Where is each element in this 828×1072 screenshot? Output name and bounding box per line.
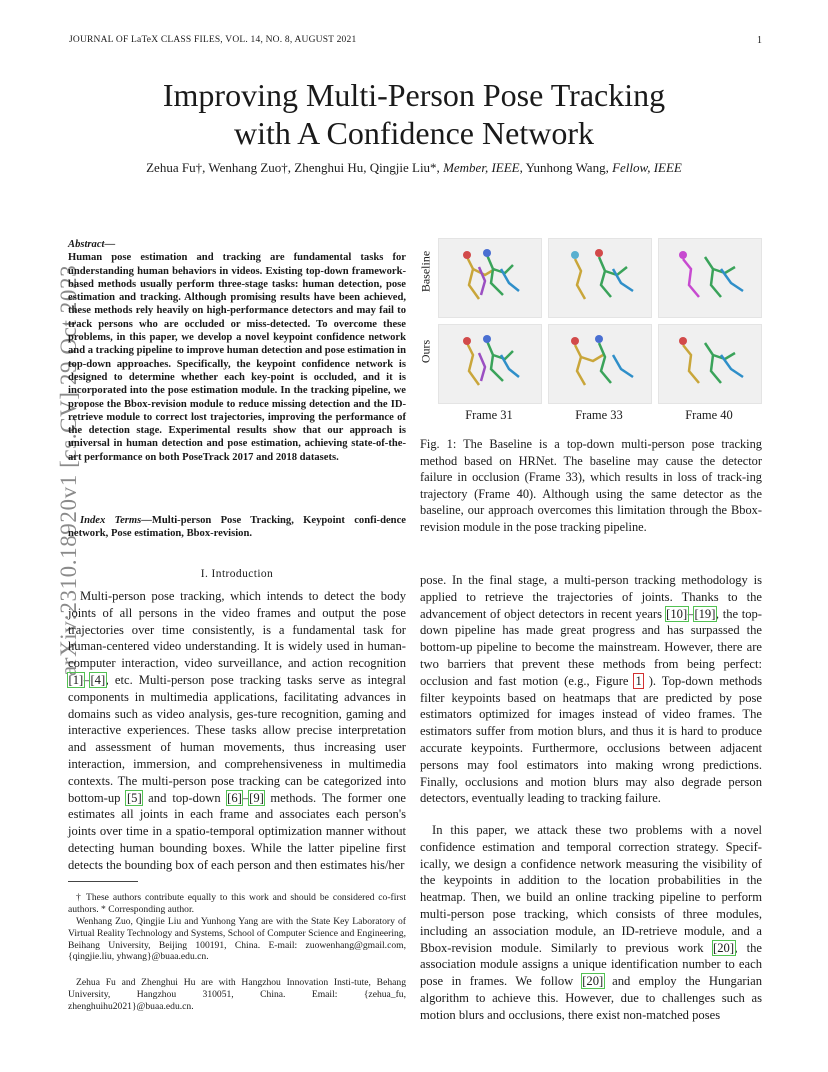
image-ours-frame-31 [438, 324, 542, 404]
running-header: JOURNAL OF LaTeX CLASS FILES, VOL. 14, NO. 8, AUGUST 2021 [69, 35, 357, 45]
text-run: – [83, 672, 90, 687]
pose-figure-icon [439, 239, 541, 317]
image-ours-frame-33 [548, 324, 652, 404]
image-baseline-frame-33 [548, 238, 652, 318]
author-list [0, 160, 828, 176]
pose-figure-icon [659, 325, 761, 403]
abstract [68, 238, 406, 464]
text-run: , the top-down pipeline has made great progress and has surpassed the bottom-up pipeline to become the mainstream. However, there are two barriers that prevent these methods from being perfect: occlusion and fast motion (e.g., Figure [420, 606, 762, 688]
abstract-text: Human pose estimation and tracking are fundamental tasks for understanding human behaviors in videos. Existing top-down framework-based methods usually perform three-stage tasks: human detection, pose estimation and tracking. Although promising results have been achieved, these methods rely heavily on high-performance detectors and may fail to track persons who are occluded or miss-detected. To overcome these problems, in this paper, we develop a novel keypoint confidence network and a tracking pipeline to improve human detection and pose estimation in top-down approaches. Specifically, the keypoint confidence network is designed to determine whether each key-point is occluded, and it is incorporated into the pose estimation module. In the tracking pipeline, we propose the Bbox-revision module to reduce missing detection and the ID-retrieve module to correct lost trajectories, improving the performance of the detection stage. Experimental results show that our approach is universal in human detection and pose estimation, achieving state-of-the-art performance on both PoseTrack 2017 and 2018 datasets. [68, 252, 406, 463]
citation-link[interactable]: [20] [582, 974, 604, 989]
intro-paragraph-left [68, 588, 406, 874]
authors-part-1: Zehua Fu†, Wenhang Zuo†, Zhenghui Hu, Qingjie Liu*, [146, 160, 444, 175]
image-baseline-frame-40 [658, 238, 762, 318]
citation-link[interactable]: [19] [694, 606, 716, 621]
citation-link[interactable]: [10] [666, 606, 688, 621]
frame-label-33: Frame 33 [575, 408, 623, 422]
frame-label-31: Frame 31 [465, 408, 513, 422]
paper-title [0, 76, 828, 152]
text-run: and top-down [142, 790, 227, 805]
arxiv-stamp [24, 264, 81, 676]
abstract-lead: Abstract [68, 239, 105, 250]
title-line-2: with A Confidence Network [234, 115, 594, 151]
citation-link[interactable]: [9] [249, 790, 264, 805]
pose-figure-icon [659, 239, 761, 317]
abstract-dash: — [104, 239, 116, 250]
text-run: In this paper, we attack these two problems with a novel confidence estimation and temporal correction strategy. Specif-ically, we design a confidence network measuring the visibility of the keypoints in addition to the location probabilities in the heatmap. Then, we build an online tracking pipeline to perform multi-person pose tracking, which consists of three modules, including an association module, an ID-retrieve module, and a Bbox-revision module. Similarly to previous work [420, 823, 762, 955]
row-label-baseline: Baseline [418, 250, 433, 293]
pose-figure-icon [549, 325, 651, 403]
text-run: – [687, 606, 694, 621]
text-run: – [242, 790, 249, 805]
pose-figure-icon [439, 325, 541, 403]
intro-paragraph-right-2 [420, 822, 762, 1024]
pose-figure-icon [549, 239, 651, 317]
citation-link[interactable]: [5] [126, 790, 142, 805]
frame-label-40: Frame 40 [685, 408, 733, 422]
citation-link[interactable]: [6] [227, 790, 242, 805]
text-run: , the association module assigns a unique identification number to each pose in frames. We follow [420, 940, 763, 989]
citation-link[interactable]: [4] [90, 672, 106, 687]
footnote-equal-contribution: † These authors contribute equally to this work and should be considered co-first authors. * Corresponding author. [68, 892, 406, 915]
title-line-1: Improving Multi-Person Pose Tracking [162, 77, 666, 113]
page-number: 1 [757, 35, 762, 46]
text-run: methods. The former one estimates all joints in each frame and associates each person's joints over time in a spatio-temporal optimization manner without detecting human bounding boxes. While the latter pipeline first detects the bounding box of each person and then estimates his/her [68, 790, 407, 872]
arxiv-stamp-text: arXiv:2310.18920v1 [cs.CV] 29 Oct 2023 [56, 264, 81, 676]
authors-role-2: Fellow, IEEE [612, 160, 682, 175]
section-heading-introduction: I. Introduction [200, 568, 274, 580]
authors-part-2: , Yunhong Wang, [519, 160, 613, 175]
text-run: and employ the Hungarian algorithm to achieve this. However, due to challenges such as motion blurs and occlusions, there exist non-matched poses [420, 974, 763, 1022]
footnote-affiliation-2: Zehua Fu and Zhenghui Hu are with Hangzhou Innovation Insti-tute, Behang University, Hangzhou 310051, China. Email: {zehua_fu, zhenghuihu2021}@buaa.edu.cn. [68, 977, 406, 1012]
citation-link[interactable]: [20] [713, 940, 735, 955]
image-baseline-frame-31 [438, 238, 542, 318]
row-label-ours: Ours [418, 339, 433, 364]
footnote-affiliation-1: Wenhang Zuo, Qingjie Liu and Yunhong Yang are with the State Key Laboratory of Virtual Reality Technology and Systems, School of Computer Science and Engineering, Beihang University, Beijing 100191, China. E-mail: zuowenhang@gmail.com, {qingjie.liu, yhwang}@buaa.edu.cn. [68, 916, 406, 963]
authors-role-1: Member, IEEE [443, 160, 520, 175]
text-run: pose. In the final stage, a multi-person tracking methodology is applied to retrieve the trajectories of joints. Thanks to the advancement of object detectors in recent years [420, 573, 762, 621]
text-run: , etc. Multi-person pose tracking tasks serve as integral components in multimedia applications, facilitating advances in domains such as video analysis, ges-ture recognition, gaming and interactive experiences. These tasks allow precise interpretation and assessment of human movements, thus increasing user interaction, immersion, and comprehensiveness in multimedia contexts. The multi-person pose tracking can be categorized into bottom-up [68, 672, 406, 805]
index-terms-lead: Index Terms [80, 515, 142, 526]
figure-reference-link[interactable]: 1 [635, 673, 642, 688]
index-terms-text: Multi-person Pose Tracking, Keypoint confi-dence network, Pose estimation, Bbox-revision. [68, 515, 406, 540]
index-terms: Index Terms—Multi-person Pose Tracking, Keypoint confi-dence network, Pose estimation, Bbox-revision. [68, 515, 406, 540]
figure-1 [420, 236, 762, 436]
intro-paragraph-right [420, 572, 762, 807]
text-run: ). Top-down methods filter keypoints based on heatmaps that are predicted by pose estimators optimized for images instead of video frames. The estimators suffer from motion blurs, and thus it is hard to produce accurate keypoints. Furthermore, occlusions between adjacent persons may fool estimators into making wrong predictions. Finally, occlusions and motion blurs may also degrade person detectors, eventually leading to tracking failure. [420, 673, 762, 806]
figure-caption: Fig. 1: The Baseline is a top-down multi-person pose tracking method based on HRNet. The baseline may cause the detector failure in occlusion (Frame 33), which results in loss of track-ing trajectory (Frame 40). Although using the same detector as the baseline, our approach overcomes this limitation through the Bbox-revision module in the pose tracking pipeline. [420, 437, 762, 534]
citation-link[interactable]: [1] [68, 672, 84, 687]
text-run: Multi-person pose tracking, which intends to detect the body joints of all persons in the video frames and output the pose trajectories over time consistently, is a fundamental task for human-centered video understanding. It is widely used in human-computer interaction, video surveillance, and action recognition [68, 589, 406, 671]
footnote-rule [68, 881, 138, 882]
image-ours-frame-40 [658, 324, 762, 404]
